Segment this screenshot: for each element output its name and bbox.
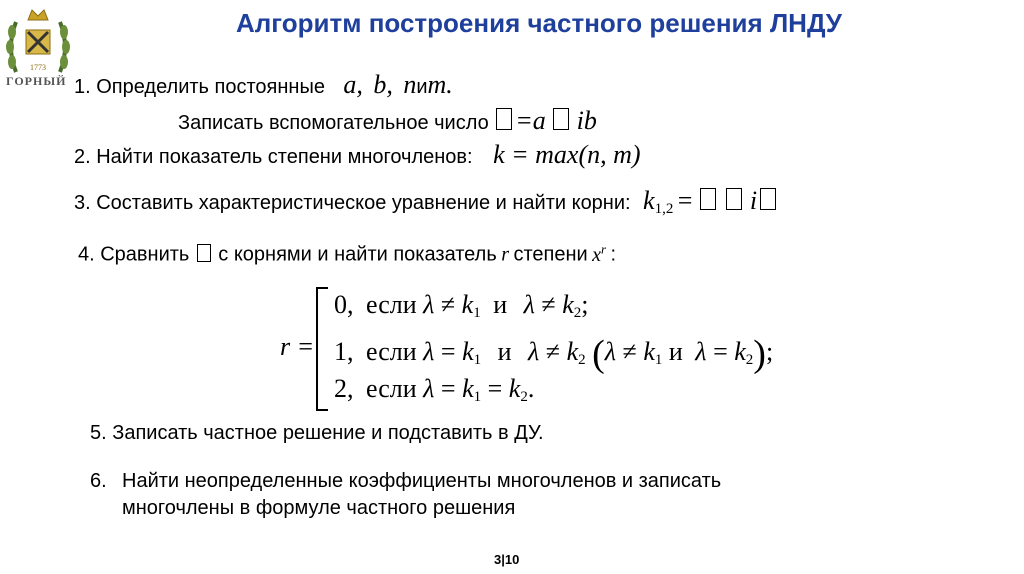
var-n: n [403, 70, 417, 99]
step-3 [74, 186, 779, 218]
x-power-r: $x^r$ [592, 241, 607, 266]
missing-glyph-icon [496, 108, 512, 130]
case-3: 2, если $\lambda = k_1 = k_2$. [334, 374, 535, 405]
svg-text:1773: 1773 [30, 63, 46, 72]
step-3-label: 3. Составить характеристическое уравнение и найти корни: [74, 192, 631, 214]
step-4-label-b: с корнями и найти показатель [218, 243, 497, 266]
alpha-eq: =a [515, 106, 546, 135]
step-1-label: 1. Определить постоянные [74, 76, 325, 98]
step-4-colon: : [610, 243, 617, 266]
imaginary-i: i [749, 186, 758, 215]
slide-title: Алгоритм построения частного решения ЛНДУ [236, 8, 842, 38]
step-1 [74, 70, 453, 100]
missing-glyph-icon [700, 188, 716, 210]
missing-glyph-icon [197, 244, 211, 262]
missing-glyph-icon [553, 108, 569, 130]
var-m: m. [427, 70, 453, 99]
step-2 [74, 140, 641, 170]
ib-term: ib [576, 106, 597, 135]
step-4-label-a: 4. Сравнить [78, 243, 190, 266]
case-1: 0, если $\lambda \ne k_1$ и $\lambda \ne k_2$; [334, 290, 589, 321]
step-6-line-2: многочлены в формуле частного решения [122, 497, 516, 519]
var-a: a, [343, 70, 363, 99]
missing-glyph-icon [726, 188, 742, 210]
case-2: 1, если $\lambda = k_1$ и $\lambda \ne k_2$ ($\lambda \ne k_1$ и $\lambda = k_2$); [334, 333, 774, 375]
page-number: 3|10 [494, 552, 520, 567]
r-equals: r = [280, 332, 315, 361]
step-1b [178, 106, 597, 136]
logo-caption: ГОРНЫЙ [6, 74, 67, 88]
step-1b-label: Записать вспомогательное число [178, 112, 489, 134]
step-5: 5. Записать частное решение и подставить в ДУ. [90, 422, 544, 444]
step-2-label: 2. Найти показатель степени многочленов: [74, 146, 473, 168]
step-6-line-1: Найти неопределенные коэффициенты многочленов и записать [122, 470, 722, 492]
var-r: r [501, 243, 509, 266]
step-6-number: 6. [90, 470, 107, 492]
step-4 [78, 241, 616, 267]
step-4-label-c: степени [513, 243, 588, 266]
cases-brace [316, 287, 328, 411]
k-roots: $k_{1,2}$ [643, 186, 674, 217]
k-max-formula: k = max(n, m) [493, 140, 641, 169]
and-word: и [416, 76, 428, 98]
roots-eq: = [677, 186, 693, 215]
var-b: b, [373, 70, 393, 99]
missing-glyph-icon [760, 188, 776, 210]
